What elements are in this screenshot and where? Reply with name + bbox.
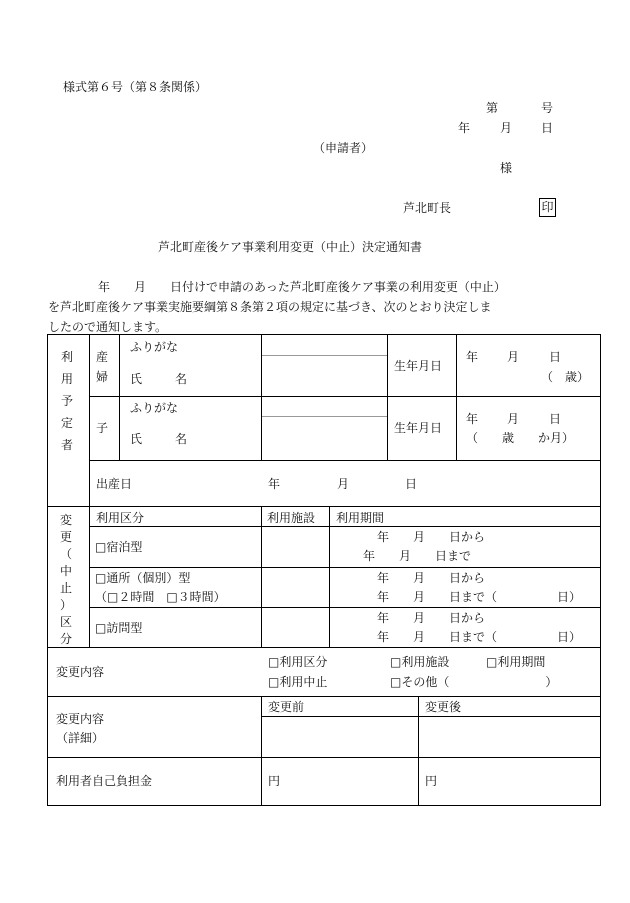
delivery-year: 年	[268, 477, 281, 491]
option-stop: □利用中止	[268, 675, 328, 689]
option-day-type: □通所（個別）型	[95, 571, 191, 585]
seal-mark: 印	[539, 198, 556, 217]
mother-name-shi: 氏	[130, 372, 143, 386]
option-usage-category: □利用区分	[268, 655, 328, 669]
detail-label-1: 変更内容	[56, 712, 105, 726]
child-age: （ 歳 か月）	[466, 431, 575, 445]
visit-period-from: 年 月 日から	[377, 611, 486, 625]
col-usage-category: 利用区分	[96, 511, 145, 525]
sama-label: 様	[500, 161, 513, 175]
form-reference: 様式第６号（第８条関係）	[63, 80, 208, 94]
number-go: 号	[541, 101, 554, 115]
option-other: □その他（ ）	[390, 675, 558, 689]
stay-period-from: 年 月 日から	[377, 530, 486, 544]
change-category-label: 変 更 （ 中 止 ） 区 分	[59, 513, 72, 646]
date-month: 月	[500, 121, 513, 135]
day-period-from: 年 月 日から	[377, 571, 486, 585]
child-birth-month: 月	[507, 412, 520, 426]
detail-label-2: （詳細）	[56, 731, 105, 745]
child-birth-year: 年	[466, 412, 479, 426]
mother-furigana-label: ふりがな	[130, 340, 179, 354]
fee-yen-before: 円	[268, 774, 281, 788]
body-line-2: を芦北町産後ケア事業実施要綱第８条第２項の規定に基づき、次のとおり決定しま	[48, 300, 492, 314]
option-visit-type: □訪問型	[95, 621, 143, 635]
mayor-label: 芦北町長	[403, 201, 452, 215]
mother-age: （ 歳）	[541, 370, 590, 384]
fee-yen-after: 円	[425, 774, 438, 788]
mother-birth-month: 月	[507, 350, 520, 364]
option-facility: □利用施設	[390, 655, 450, 669]
delivery-date-label: 出産日	[96, 477, 133, 491]
change-content-label: 変更内容	[56, 665, 105, 679]
mother-label-1: 産	[96, 350, 109, 364]
option-period: □利用期間	[486, 655, 546, 669]
option-stay-type: □宿泊型	[95, 540, 143, 554]
body-line-3: したので通知します。	[48, 320, 168, 334]
date-year: 年	[458, 121, 471, 135]
child-name-mei: 名	[175, 432, 188, 446]
child-label: 子	[96, 421, 109, 435]
mother-birth-year: 年	[466, 350, 479, 364]
detail-after: 変更後	[425, 700, 462, 714]
body-line-1: 年 月 日付けで申請のあった芦北町産後ケア事業の利用変更（中止）	[98, 280, 506, 294]
number-dai: 第	[486, 101, 499, 115]
child-furigana-label: ふりがな	[130, 401, 179, 415]
detail-before: 変更前	[268, 700, 305, 714]
applicant-label: （申請者）	[313, 141, 374, 155]
day-period-until: 年 月 日まで（ 日）	[377, 590, 582, 604]
mother-name-mei: 名	[175, 372, 188, 386]
document-title: 芦北町産後ケア事業利用変更（中止）決定通知書	[158, 240, 423, 254]
visit-period-until: 年 月 日まで（ 日）	[377, 630, 582, 644]
child-name-shi: 氏	[130, 432, 143, 446]
mother-birth-label: 生年月日	[394, 359, 443, 373]
delivery-month: 月	[337, 477, 350, 491]
option-day-hours: （□２時間 □３時間）	[95, 590, 226, 604]
delivery-day: 日	[405, 477, 418, 491]
mother-label-2: 婦	[96, 370, 109, 384]
fee-label: 利用者自己負担金	[56, 774, 153, 788]
users-label: 利 用 予 定 者	[60, 350, 73, 452]
child-birth-day: 日	[549, 412, 562, 426]
col-facility: 利用施設	[267, 511, 316, 525]
mother-birth-day: 日	[549, 350, 562, 364]
stay-period-until: 年 月 日まで	[363, 549, 472, 563]
date-day: 日	[541, 121, 554, 135]
col-period: 利用期間	[336, 511, 385, 525]
child-birth-label: 生年月日	[394, 421, 443, 435]
